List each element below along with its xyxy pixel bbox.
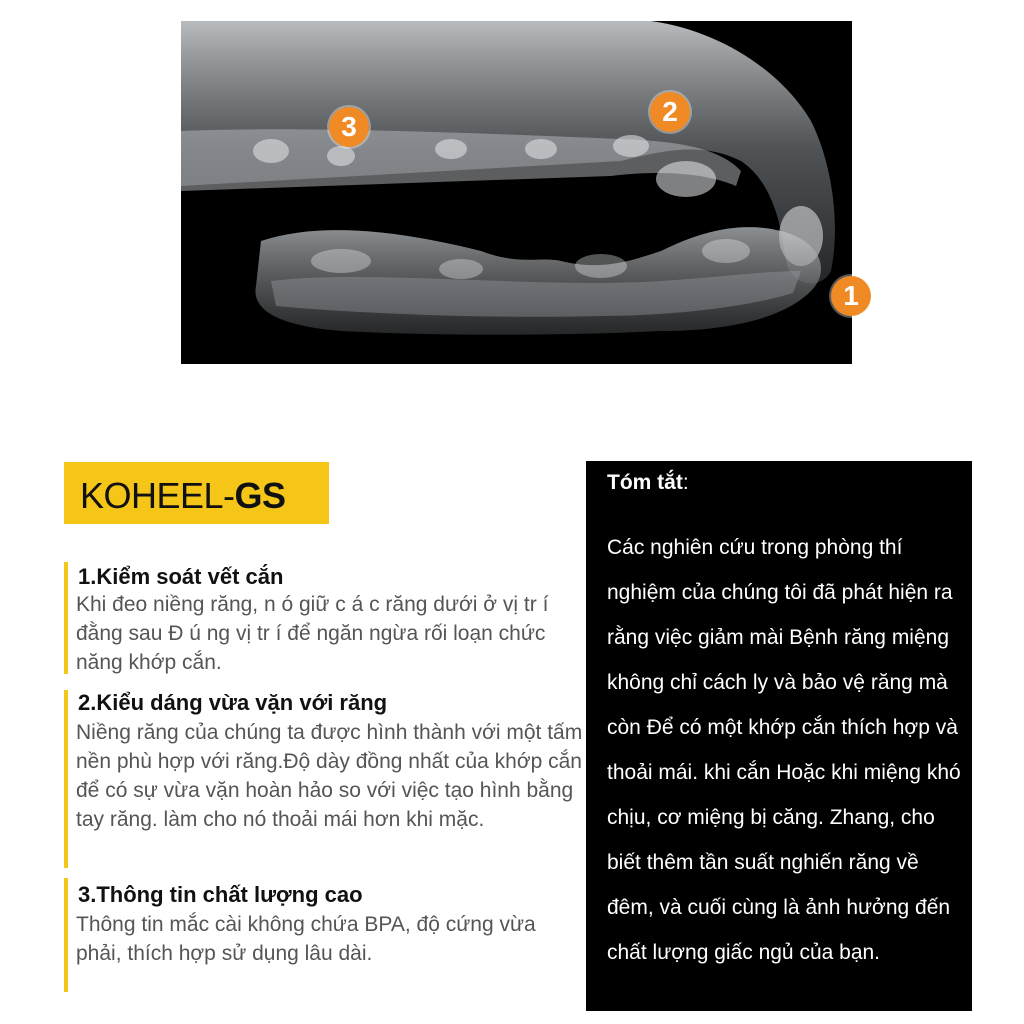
brand-label: [64, 462, 329, 524]
summary-body: Các nghiên cứu trong phòng thí nghiệm của chúng tôi đã phát hiện ra rằng việc giảm mài Bệnh răng miệng không chỉ cách ly và bảo vệ răng mà còn Để có một khớp cắn thích hợp và thoải mái. khi cắn Hoặc khi miệng khó chịu, cơ miệng bị căng. Zhang, cho biết thêm tần suất nghiến răng về đêm, và cuối cùng là ảnh hưởng đến chất lượng giấc ngủ của bạn.: [607, 536, 961, 964]
callout-badge-2: 2: [650, 92, 690, 132]
summary-panel: [586, 461, 972, 1011]
brand-suffix: GS: [234, 475, 286, 516]
summary-title-colon: :: [682, 471, 689, 494]
feature-accent-bar: [64, 690, 68, 868]
brand-prefix: KOHEEL-: [80, 475, 235, 516]
mouthguard-illustration: [181, 21, 852, 364]
feature-body: Thông tin mắc cài không chứa BPA, độ cứng vừa phải, thích hợp sử dụng lâu dài.: [76, 913, 536, 965]
callout-badge-3: 3: [329, 107, 369, 147]
product-photo: [181, 21, 859, 364]
summary-title-text: Tóm tắt: [607, 471, 683, 494]
summary-title: [607, 471, 689, 495]
feature-accent-bar: [64, 562, 68, 674]
feature-body: Khi đeo niềng răng, n ó giữ c á c răng dưới ở vị tr í đằng sau Đ ú ng vị tr í để ngăn ngừa rối loạn chức năng khớp cắn.: [76, 593, 549, 674]
feature-accent-bar: [64, 878, 68, 992]
feature-title: 3.Thông tin chất lượng cao: [78, 882, 363, 907]
brand-name: [80, 475, 286, 517]
feature-title: 1.Kiểm soát vết cắn: [78, 564, 284, 589]
feature-title: 2.Kiểu dáng vừa vặn với răng: [78, 690, 388, 715]
feature-body: Niềng răng của chúng ta được hình thành với một tấm nền phù hợp với răng.Độ dày đồng nhất của khớp cắn để có sự vừa vặn hoàn hảo so với việc tạo hình bằng tay răng. làm cho nó thoải mái hơn khi mặc.: [76, 721, 583, 831]
feature-quality: [64, 878, 584, 992]
callout-badge-1: 1: [831, 276, 871, 316]
feature-bite-control: [64, 562, 584, 674]
feature-fit: [64, 690, 584, 868]
